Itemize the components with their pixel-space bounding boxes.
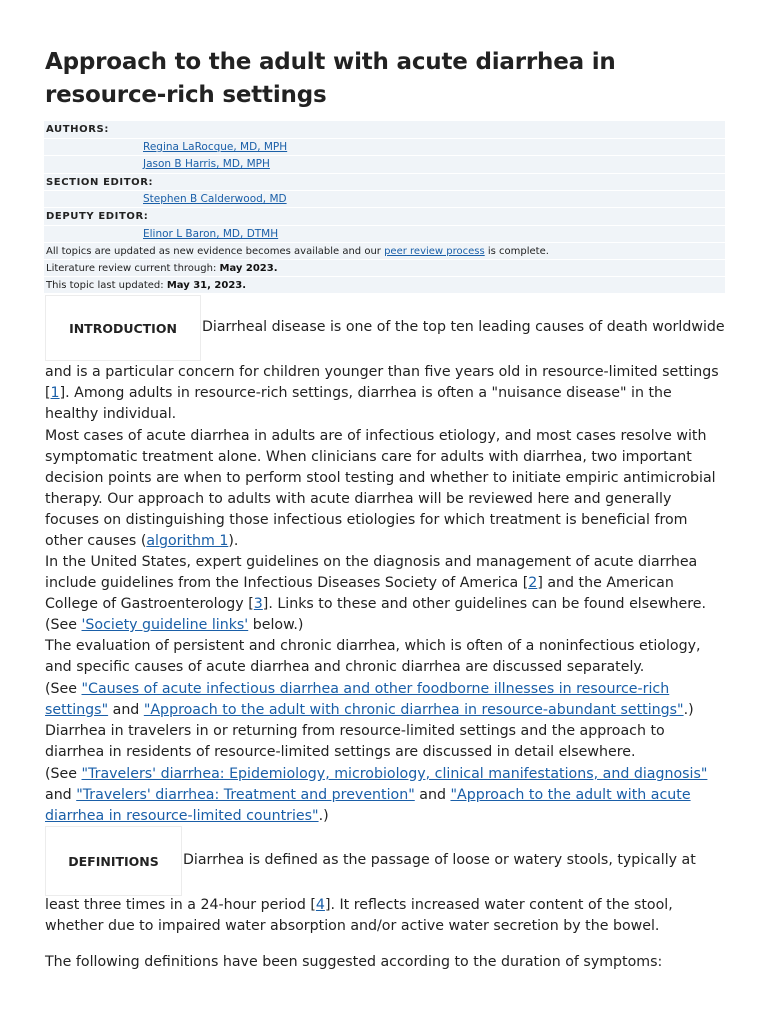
algorithm-link[interactable]: algorithm 1: [146, 533, 229, 549]
paragraph: The evaluation of persistent and chronic diarrhea, which is often of a noninfectious etiology, and specific causes of acute diarrhea and chronic diarrhea are discussed separately.: [45, 638, 701, 675]
update-note: All topics are updated as new evidence becomes available and our peer review process is complete.: [44, 242, 725, 260]
page-title: Approach to the adult with acute diarrhea in resource-rich settings: [45, 49, 616, 108]
paragraph: least three times in a 24-hour period [4]. It reflects increased water content of the stool, whether due to impaired water absorption and/or active water secretion by the bowel.: [45, 897, 673, 934]
paragraph: (See 'Society guideline links' below.): [45, 617, 304, 633]
section-heading-introduction: INTRODUCTION: [45, 295, 201, 361]
paragraph: and is a particular concern for children younger than five years old in resource-limited settings [1]. Among adults in resource-rich settings, diarrhea is often a "nuisance disease" in the healthy individual.: [45, 364, 719, 422]
definitions-lead: Diarrhea is defined as the passage of loose or watery stools, typically at: [183, 852, 696, 868]
author-row: [44, 155, 725, 173]
topic-link[interactable]: "Causes of acute infectious diarrhea and other foodborne illnesses in resource-rich settings": [45, 681, 670, 718]
author-link[interactable]: Regina LaRocque, MD, MPH: [143, 141, 288, 153]
topic-link[interactable]: "Travelers' diarrhea: Epidemiology, microbiology, clinical manifestations, and diagnosis": [81, 766, 708, 782]
topic-link[interactable]: "Approach to the adult with acute diarrhea in resource-limited countries": [45, 787, 691, 824]
section-editor-row: [44, 190, 725, 208]
deputy-editor-row: [44, 225, 725, 243]
authors-label: AUTHORS:: [46, 124, 109, 135]
reference-link[interactable]: 4: [315, 897, 325, 913]
reference-link[interactable]: 3: [253, 596, 263, 612]
deputy-editor-label: DEPUTY EDITOR:: [44, 207, 725, 225]
topic-link[interactable]: "Travelers' diarrhea: Treatment and prevention": [76, 787, 415, 803]
author-row: [44, 138, 725, 156]
reference-link[interactable]: 2: [528, 575, 538, 591]
paragraph: Most cases of acute diarrhea in adults are of infectious etiology, and most cases resolve with symptomatic treatment alone. When clinicians care for adults with diarrhea, two important decision points are when to perform stool testing and whether to initiate empiric antimicrobial therapy. Our approach to adults with acute diarrhea will be reviewed here and generally focuses on distinguishing those infectious etiologies for which treatment is beneficial from other causes (algorithm 1).: [45, 428, 716, 549]
peer-review-link[interactable]: peer review process: [384, 246, 485, 257]
literature-review-date: Literature review current through: May 2023.: [44, 259, 725, 277]
paragraph: The following definitions have been suggested according to the duration of symptoms:: [45, 954, 663, 970]
section-editor-label: SECTION EDITOR:: [44, 173, 725, 191]
introduction-lead: Diarrheal disease is one of the top ten leading causes of death worldwide: [202, 319, 725, 335]
deputy-editor-link[interactable]: Elinor L Baron, MD, DTMH: [143, 228, 279, 240]
reference-link[interactable]: 1: [50, 385, 60, 401]
paragraph: Diarrhea in travelers in or returning from resource-limited settings and the approach to diarrhea in residents of resource-limited settings are discussed in detail elsewhere.: [45, 723, 665, 760]
society-guideline-link[interactable]: 'Society guideline links': [81, 617, 249, 633]
last-updated-date: This topic last updated: May 31, 2023.: [44, 276, 725, 294]
topic-link[interactable]: "Approach to the adult with chronic diarrhea in resource-abundant settings": [143, 702, 684, 718]
author-link[interactable]: Jason B Harris, MD, MPH: [143, 158, 270, 170]
section-editor-link[interactable]: Stephen B Calderwood, MD: [143, 193, 287, 205]
paragraph: In the United States, expert guidelines on the diagnosis and management of acute diarrhea include guidelines from the Infectious Diseases Society of America [2] and the American College of Gastroenterology [3]. Links to these and other guidelines can be found elsewhere.: [45, 554, 706, 612]
paragraph: (See "Causes of acute infectious diarrhea and other foodborne illnesses in resource-rich settings" and "Approach to the adult with chronic diarrhea in resource-abundant settings".): [45, 681, 694, 718]
section-heading-definitions: DEFINITIONS: [45, 826, 182, 896]
topic-metadata: [44, 121, 725, 293]
paragraph: (See "Travelers' diarrhea: Epidemiology, microbiology, clinical manifestations, and diagnosis" and "Travelers' diarrhea: Treatment and prevention" and "Approach to the adult with acute diarrhea in resource-limited countries".): [45, 766, 708, 824]
